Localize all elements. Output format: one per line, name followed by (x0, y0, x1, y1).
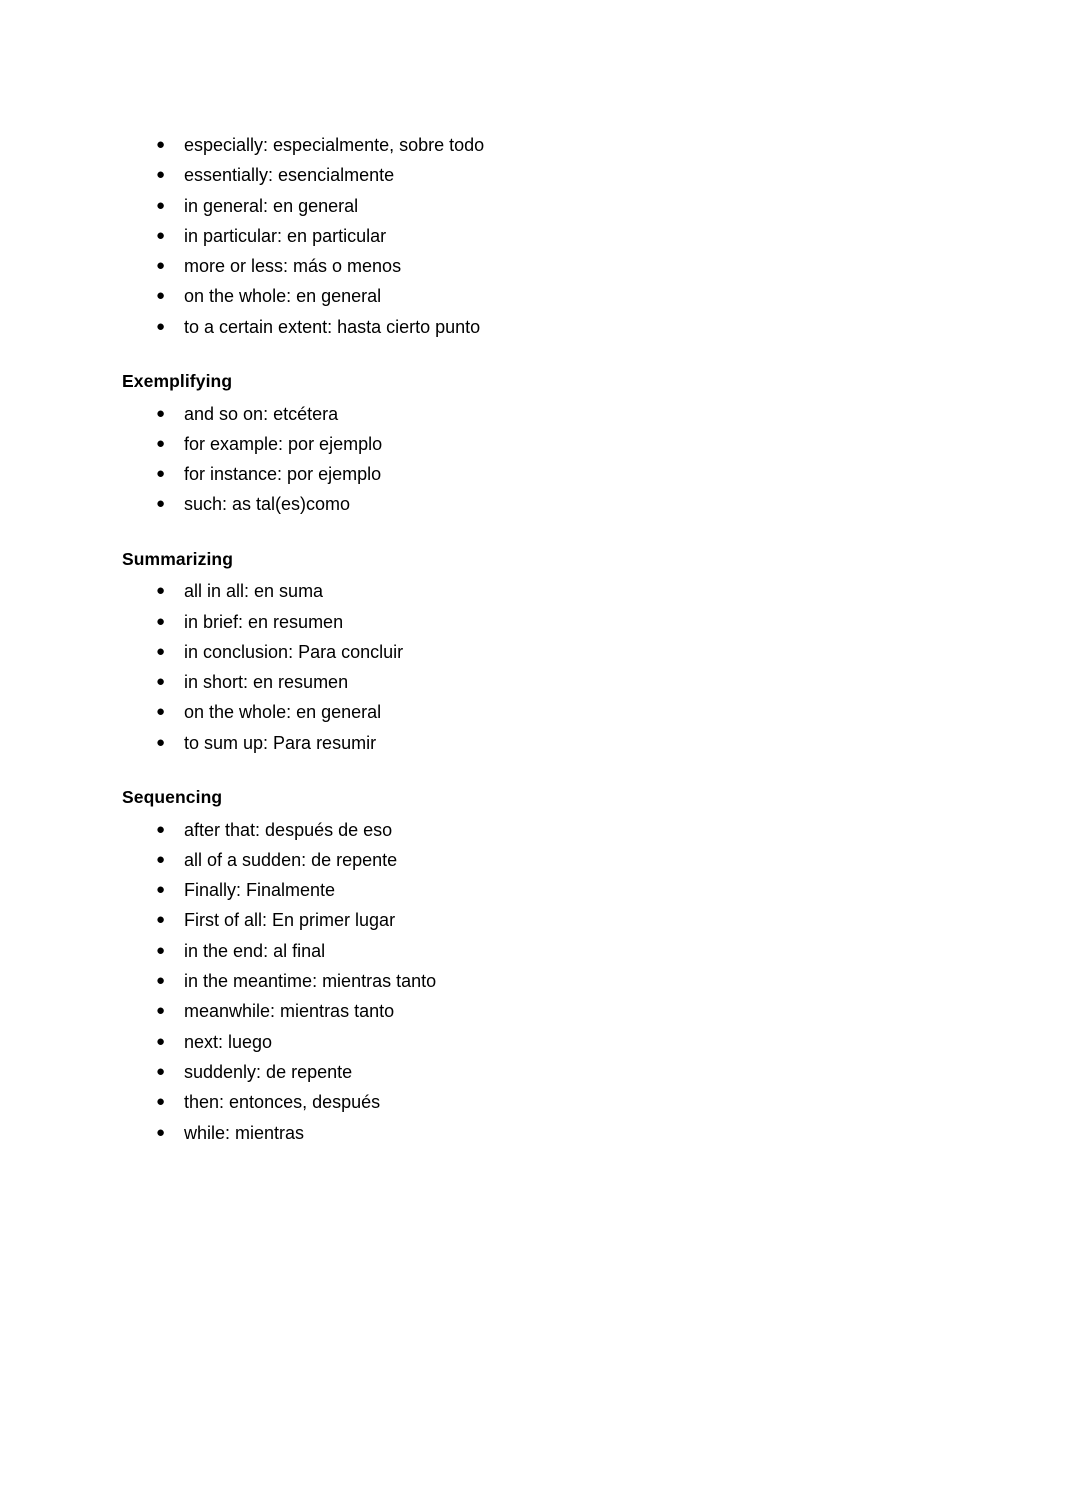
list-item (120, 1118, 960, 1148)
list-item (120, 607, 960, 637)
bullet-icon: ● (156, 287, 166, 305)
bullet-icon: ● (156, 226, 166, 244)
list-item (120, 399, 960, 429)
section-heading: Exemplifying (122, 371, 233, 392)
list-item (120, 489, 960, 519)
bullet-icon: ● (156, 820, 166, 838)
bullet-icon: ● (156, 404, 166, 422)
list-item-text: in general: en general (184, 195, 359, 216)
bullet-icon: ● (156, 465, 166, 483)
section-heading: Summarizing (122, 548, 233, 569)
list-item (120, 996, 960, 1026)
list-item-text: while: mientras (184, 1122, 305, 1143)
list-item-text: on the whole: en general (184, 286, 382, 307)
list-item-text: for example: por ejemplo (184, 433, 383, 454)
document-section (120, 373, 960, 520)
list-item (120, 1087, 960, 1117)
list-item (120, 576, 960, 606)
bullet-icon: ● (156, 673, 166, 691)
bullet-icon: ● (156, 850, 166, 868)
list-item-text: to sum up: Para resumir (184, 732, 377, 753)
bullet-list (120, 399, 960, 520)
list-item-text: First of all: En primer lugar (184, 910, 396, 931)
list-item (120, 160, 960, 190)
list-item (120, 429, 960, 459)
bullet-icon: ● (156, 136, 166, 153)
list-item (120, 1027, 960, 1057)
list-item-text: in the end: al final (184, 940, 326, 961)
bullet-icon: ● (156, 642, 166, 660)
list-item-text: for instance: por ejemplo (184, 464, 382, 485)
bullet-icon: ● (156, 1062, 166, 1080)
bullet-icon: ● (156, 911, 166, 929)
document-section (120, 130, 960, 342)
list-item (120, 905, 960, 935)
list-item (120, 815, 960, 845)
bullet-icon: ● (156, 612, 166, 630)
list-item (120, 697, 960, 727)
bullet-icon: ● (156, 941, 166, 959)
bullet-icon: ● (156, 972, 166, 990)
list-item-text: after that: después de eso (184, 819, 393, 840)
list-item-text: suddenly: de repente (184, 1061, 353, 1082)
list-item-text: such: as tal(es)como (184, 494, 351, 515)
list-item-text: in conclusion: Para concluir (184, 641, 404, 662)
document-section (120, 548, 960, 758)
list-item (120, 1057, 960, 1087)
list-item-text: meanwhile: mientras tanto (184, 1001, 395, 1022)
bullet-icon: ● (156, 1093, 166, 1111)
list-item (120, 667, 960, 697)
bullet-icon: ● (156, 196, 166, 214)
list-item-text: all in all: en suma (184, 581, 324, 602)
bullet-list (120, 576, 960, 758)
list-item (120, 936, 960, 966)
list-item-text: and so on: etcétera (184, 403, 339, 424)
list-item-text: Finally: Finalmente (184, 880, 336, 901)
bullet-icon: ● (156, 1032, 166, 1050)
section-spacer (120, 758, 960, 789)
bullet-icon: ● (156, 733, 166, 751)
bullet-icon: ● (156, 257, 166, 275)
bullet-list (120, 130, 960, 342)
bullet-icon: ● (156, 1123, 166, 1141)
list-item-text: in the meantime: mientras tanto (184, 971, 437, 992)
section-spacer (120, 520, 960, 551)
bullet-list (120, 815, 960, 1148)
bullet-icon: ● (156, 582, 166, 600)
list-item-text: to a certain extent: hasta cierto punto (184, 316, 481, 337)
list-item (120, 281, 960, 311)
list-item-text: then: entonces, después (184, 1092, 381, 1113)
bullet-icon: ● (156, 166, 166, 184)
bullet-icon: ● (156, 434, 166, 452)
bullet-icon: ● (156, 881, 166, 899)
list-item (120, 845, 960, 875)
list-item-text: next: luego (184, 1031, 273, 1052)
bullet-icon: ● (156, 1002, 166, 1020)
bullet-icon: ● (156, 703, 166, 721)
bullet-icon: ● (156, 495, 166, 513)
list-item (120, 728, 960, 758)
list-item (120, 637, 960, 667)
document-body (120, 130, 960, 1148)
document-section (120, 789, 960, 1148)
list-item (120, 875, 960, 905)
list-item (120, 459, 960, 489)
list-item (120, 312, 960, 342)
list-item-text: in particular: en particular (184, 225, 387, 246)
list-item (120, 191, 960, 221)
section-spacer (120, 342, 960, 373)
list-item (120, 966, 960, 996)
list-item (120, 130, 960, 160)
list-item-text: in brief: en resumen (184, 611, 344, 632)
list-item-text: all of a sudden: de repente (184, 849, 398, 870)
list-item (120, 221, 960, 251)
bullet-icon: ● (156, 317, 166, 335)
list-item-text: on the whole: en general (184, 702, 382, 723)
list-item-text: in short: en resumen (184, 672, 349, 693)
list-item (120, 251, 960, 281)
section-heading: Sequencing (122, 787, 223, 808)
list-item-text: essentially: esencialmente (184, 165, 395, 186)
list-item-text: more or less: más o menos (184, 256, 402, 277)
list-item-text: especially: especialmente, sobre todo (184, 135, 485, 155)
